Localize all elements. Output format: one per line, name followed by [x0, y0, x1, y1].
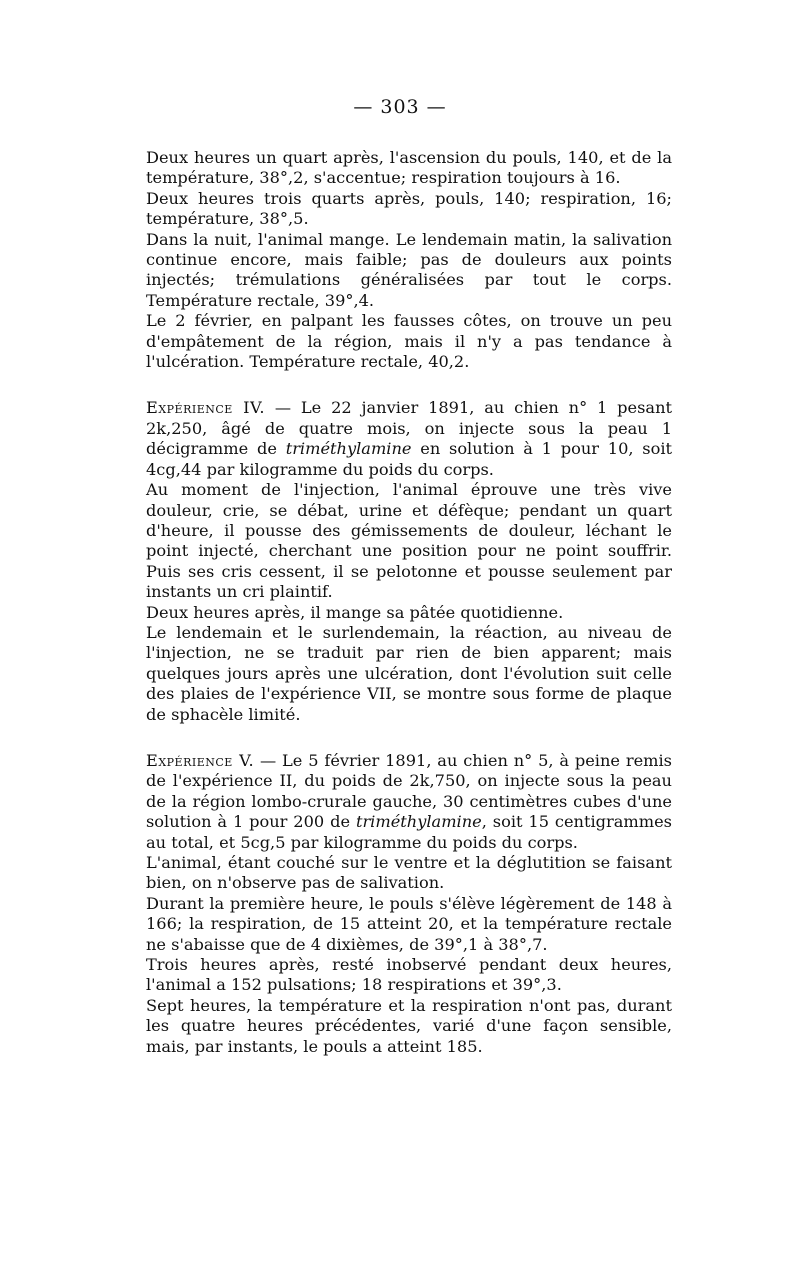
paragraph: L'animal, étant couché sur le ventre et la déglutition se faisant bien, on n'observe pas de salivation.	[146, 853, 672, 893]
substance-name: triméthylamine	[285, 439, 412, 459]
page-number: — 303 —	[353, 96, 447, 118]
paragraph: Deux heures trois quarts après, pouls, 140; respiration, 16; température, 38°,5.	[146, 188, 672, 229]
experiment-v	[146, 751, 672, 1057]
paragraph: Trois heures après, resté inobservé pendant deux heures, l'animal a 152 pulsations; 18 respirations et 39°,3.	[146, 955, 672, 995]
experiment-intro	[146, 398, 672, 480]
intro-text: , soit 15 centigrammes au total, et 5cg,5 par kilogramme du poids du corps.	[146, 812, 672, 852]
experiment-heading: Expérience IV.	[146, 398, 266, 418]
paragraph: Au moment de l'injection, l'animal éprouve une très vive douleur, crie, se débat, urine et défèque; pendant un quart d'heure, il pousse des gémissements de douleur, léchant le point injecté, cherchant une position pour ne point souffrir. Puis ses cris cessent, il se pelotonne et pousse seulement par instants un cri plaintif.	[146, 480, 672, 602]
paragraph: Dans la nuit, l'animal mange. Le lendemain matin, la salivation continue encore, mais faible; pas de douleurs aux points injectés; trémulations généralisées par tout le corps. Température rectale, 39°,4.	[146, 229, 672, 310]
paragraph: Durant la première heure, le pouls s'élève légèrement de 148 à 166; la respiration, de 15 atteint 20, et la température rectale ne s'abaisse que de 4 dixièmes, de 39°,1 à 38°,7.	[146, 893, 672, 954]
body-text	[146, 148, 672, 1057]
intro-text: en solution à 1 pour 10, soit 4cg,44 par kilogramme du poids du corps.	[146, 439, 673, 479]
intro-text: — Le 22 janvier 1891, au chien n° 1 pesant 2k,250, âgé de quatre mois, on injecte sous la peau 1 décigramme de	[146, 398, 672, 459]
paragraph: Le 2 février, en palpant les fausses côtes, on trouve un peu d'empâtement de la région, mais il n'y a pas tendance à l'ulcération. Température rectale, 40,2.	[146, 311, 672, 372]
paragraph: Sept heures, la température et la respiration n'ont pas, durant les quatre heures précédentes, varié d'une façon sensible, mais, par instants, le pouls a atteint 185.	[146, 995, 672, 1056]
substance-name: triméthylamine	[355, 812, 482, 832]
intro-text: — Le 5 février 1891, au chien n° 5, à peine remis de l'expérience II, du poids de 2k,750, on injecte sous la peau de la région lombo-crurale gauche, 30 centimètres cubes d'une solution à 1 pour 200 de	[146, 750, 672, 832]
paragraph: Le lendemain et le surlendemain, la réaction, au niveau de l'injection, ne se traduit par rien de bien apparent; mais quelques jours après une ulcération, dont l'évolution suit celle des plaies de l'expérience VII, se montre sous forme de plaque de sphacèle limité.	[146, 622, 672, 724]
experiment-intro	[146, 751, 672, 853]
experiment-iv	[146, 398, 672, 725]
paragraph: Deux heures après, il mange sa pâtée quotidienne.	[146, 602, 564, 622]
paragraph: Deux heures un quart après, l'ascension du pouls, 140, et de la température, 38°,2, s'accentue; respiration toujours à 16.	[146, 148, 672, 188]
experiment-heading: Expérience V.	[146, 750, 255, 770]
